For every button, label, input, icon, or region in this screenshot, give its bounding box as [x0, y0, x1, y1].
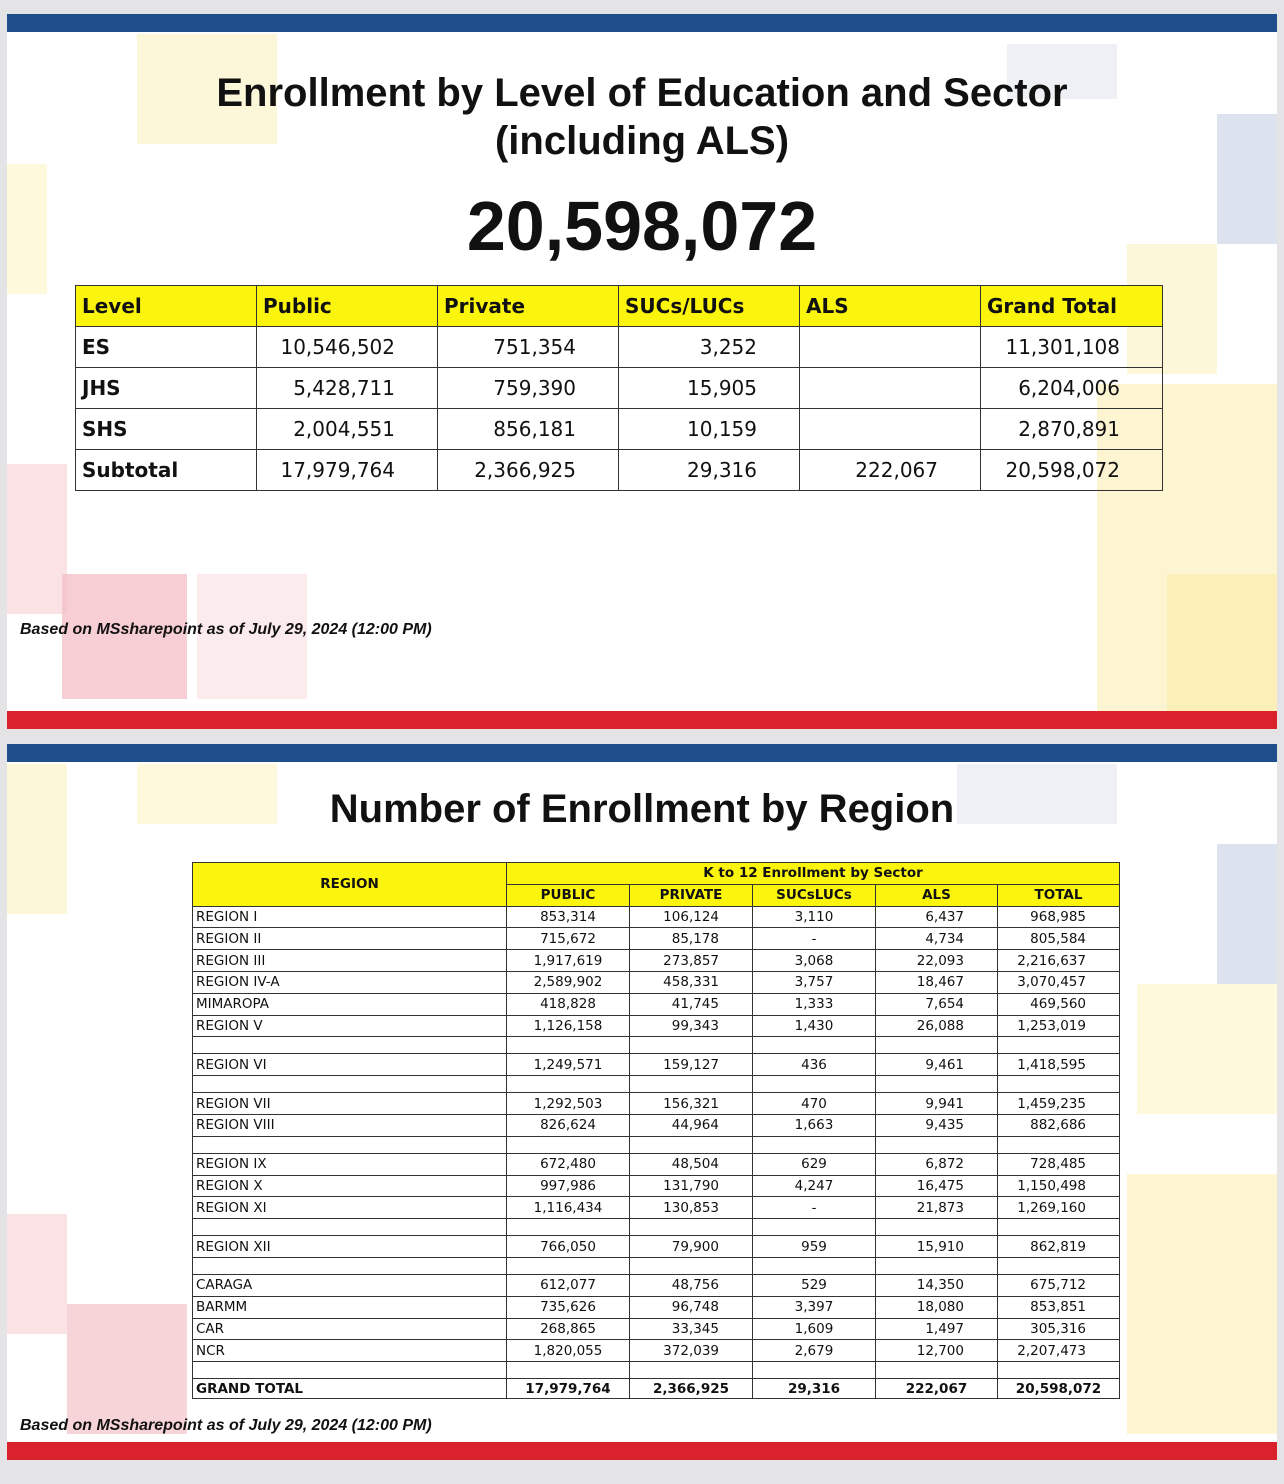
slide-title: Number of Enrollment by Region	[329, 787, 955, 831]
region-label: REGION IV-A	[193, 971, 507, 993]
cell-total: 675,712	[998, 1274, 1120, 1296]
region-label: NCR	[193, 1340, 507, 1362]
cell-total: 968,985	[998, 906, 1120, 928]
region-label: REGION VI	[193, 1054, 507, 1076]
header-cell: Level	[76, 286, 257, 327]
header-cell: TOTAL	[998, 884, 1120, 906]
cell-sucs-lucs: 10,159	[619, 409, 800, 450]
decor-square	[1127, 1174, 1277, 1434]
cell-public: 1,820,055	[507, 1340, 630, 1362]
table-row	[193, 906, 1120, 928]
table-row	[193, 1114, 1120, 1136]
region-label: REGION I	[193, 906, 507, 928]
spacer-cell	[876, 1037, 998, 1054]
cell-sucs-lucs: 29,316	[619, 450, 800, 491]
cell-private: 751,354	[438, 327, 619, 368]
region-label: REGION VII	[193, 1093, 507, 1115]
header-cell: Public	[257, 286, 438, 327]
header-cell: ALS	[876, 884, 998, 906]
cell-public: 735,626	[507, 1296, 630, 1318]
cell-total: 1,269,160	[998, 1197, 1120, 1219]
cell-sucs-lucs: 629	[753, 1153, 876, 1175]
cell-private: 159,127	[630, 1054, 753, 1076]
cell-grand-total: 11,301,108	[981, 327, 1163, 368]
cell-sucs-lucs: 3,397	[753, 1296, 876, 1318]
spacer-cell	[998, 1076, 1120, 1093]
table-row	[76, 327, 1163, 368]
spacer-row	[193, 1219, 1120, 1236]
region-label: BARMM	[193, 1296, 507, 1318]
table-row	[76, 409, 1163, 450]
region-label: MIMAROPA	[193, 993, 507, 1015]
cell-sucs-lucs: 3,252	[619, 327, 800, 368]
cell-private: 130,853	[630, 1197, 753, 1219]
header-cell: PUBLIC	[507, 884, 630, 906]
decor-square	[7, 464, 67, 614]
spacer-row	[193, 1136, 1120, 1153]
spacer-cell	[753, 1257, 876, 1274]
table-header-row	[76, 286, 1163, 327]
cell-sucs-lucs: 3,068	[753, 950, 876, 972]
spacer-cell	[193, 1076, 507, 1093]
cell-sucs-lucs: 3,757	[753, 971, 876, 993]
group-header: K to 12 Enrollment by Sector	[507, 863, 1120, 885]
cell-public: 2,589,902	[507, 971, 630, 993]
region-label: CAR	[193, 1318, 507, 1340]
cell-public: 1,116,434	[507, 1197, 630, 1219]
cell-total: 2,216,637	[998, 950, 1120, 972]
cell-total: 1,459,235	[998, 1093, 1120, 1115]
cell-total: 3,070,457	[998, 971, 1120, 993]
grand-total-row	[193, 1379, 1120, 1399]
cell-public: 10,546,502	[257, 327, 438, 368]
cell-public: 17,979,764	[257, 450, 438, 491]
cell-total: 882,686	[998, 1114, 1120, 1136]
level-sector-table	[75, 285, 1163, 491]
table-row	[193, 1274, 1120, 1296]
cell-public: 418,828	[507, 993, 630, 1015]
cell-private: 96,748	[630, 1296, 753, 1318]
cell-als: 18,080	[876, 1296, 998, 1318]
cell-total: 469,560	[998, 993, 1120, 1015]
cell-als: 16,475	[876, 1175, 998, 1197]
total-enrollment: 20,598,072	[466, 187, 818, 265]
cell-public: 672,480	[507, 1153, 630, 1175]
header-cell: Private	[438, 286, 619, 327]
cell-public: 1,917,619	[507, 950, 630, 972]
spacer-cell	[507, 1076, 630, 1093]
spacer-cell	[193, 1257, 507, 1274]
slide-title: Enrollment by Level of Education and Sector	[216, 71, 1068, 115]
cell-private: 44,964	[630, 1114, 753, 1136]
table-row	[193, 993, 1120, 1015]
header-cell: SUCsLUCs	[753, 884, 876, 906]
spacer-cell	[998, 1257, 1120, 1274]
spacer-cell	[998, 1037, 1120, 1054]
decor-square	[67, 1304, 187, 1434]
cell-als: 18,467	[876, 971, 998, 993]
cell-als: 6,437	[876, 906, 998, 928]
region-label: REGION XI	[193, 1197, 507, 1219]
spacer-cell	[876, 1136, 998, 1153]
cell-total: 805,584	[998, 928, 1120, 950]
cell-als: 4,734	[876, 928, 998, 950]
table-header-row	[193, 863, 1120, 885]
table-row	[193, 1318, 1120, 1340]
cell-als: 7,654	[876, 993, 998, 1015]
cell-grand-total: 2,870,891	[981, 409, 1163, 450]
decor-square	[1167, 574, 1277, 714]
cell-als: 9,941	[876, 1093, 998, 1115]
table-row	[193, 971, 1120, 993]
region-label: REGION III	[193, 950, 507, 972]
cell-public: 1,292,503	[507, 1093, 630, 1115]
cell-private: 856,181	[438, 409, 619, 450]
cell-total: 728,485	[998, 1153, 1120, 1175]
cell-total: 20,598,072	[998, 1379, 1120, 1399]
spacer-cell	[630, 1037, 753, 1054]
cell-public: 2,004,551	[257, 409, 438, 450]
cell-private: 131,790	[630, 1175, 753, 1197]
header-cell: ALS	[800, 286, 981, 327]
cell-public: 1,249,571	[507, 1054, 630, 1076]
cell-private: 33,345	[630, 1318, 753, 1340]
cell-als: 14,350	[876, 1274, 998, 1296]
header-cell: SUCs/LUCs	[619, 286, 800, 327]
source-note: Based on MSsharepoint as of July 29, 2024 (12:00 PM)	[20, 621, 432, 638]
cell-grand-total: 20,598,072	[981, 450, 1163, 491]
spacer-row	[193, 1037, 1120, 1054]
level-label: Subtotal	[76, 450, 257, 491]
spacer-cell	[193, 1362, 507, 1379]
cell-als: 9,435	[876, 1114, 998, 1136]
region-header: REGION	[193, 863, 507, 907]
cell-als: 6,872	[876, 1153, 998, 1175]
cell-public: 612,077	[507, 1274, 630, 1296]
cell-grand-total: 6,204,006	[981, 368, 1163, 409]
header-cell: Grand Total	[981, 286, 1163, 327]
spacer-cell	[507, 1362, 630, 1379]
decor-square	[7, 1214, 67, 1334]
spacer-cell	[193, 1136, 507, 1153]
level-label: JHS	[76, 368, 257, 409]
spacer-cell	[998, 1362, 1120, 1379]
table-row	[193, 1153, 1120, 1175]
table-row	[193, 1236, 1120, 1258]
cell-private: 2,366,925	[630, 1379, 753, 1399]
spacer-cell	[507, 1257, 630, 1274]
spacer-row	[193, 1076, 1120, 1093]
cell-als: 26,088	[876, 1015, 998, 1037]
cell-sucs-lucs: -	[753, 1197, 876, 1219]
cell-private: 156,321	[630, 1093, 753, 1115]
region-label: REGION IX	[193, 1153, 507, 1175]
table-row	[193, 1175, 1120, 1197]
cell-als: 22,093	[876, 950, 998, 972]
cell-private: 48,756	[630, 1274, 753, 1296]
top-color-band	[7, 744, 1277, 762]
cell-als	[800, 368, 981, 409]
decor-square	[1217, 844, 1277, 984]
region-label: CARAGA	[193, 1274, 507, 1296]
table-row	[193, 1197, 1120, 1219]
table-row	[193, 1054, 1120, 1076]
cell-total: 2,207,473	[998, 1340, 1120, 1362]
subtotal-row	[76, 450, 1163, 491]
table-row	[193, 1015, 1120, 1037]
decor-square	[1137, 984, 1277, 1114]
cell-als: 9,461	[876, 1054, 998, 1076]
grand-total-label: GRAND TOTAL	[193, 1379, 507, 1399]
slide-enrollment-by-region	[7, 744, 1277, 1460]
cell-public: 766,050	[507, 1236, 630, 1258]
spacer-cell	[193, 1037, 507, 1054]
cell-sucs-lucs: 959	[753, 1236, 876, 1258]
cell-als	[800, 409, 981, 450]
cell-als: 12,700	[876, 1340, 998, 1362]
cell-sucs-lucs: 1,430	[753, 1015, 876, 1037]
cell-public: 715,672	[507, 928, 630, 950]
spacer-cell	[753, 1362, 876, 1379]
spacer-cell	[507, 1136, 630, 1153]
cell-private: 85,178	[630, 928, 753, 950]
cell-sucs-lucs: 15,905	[619, 368, 800, 409]
cell-private: 99,343	[630, 1015, 753, 1037]
spacer-cell	[630, 1362, 753, 1379]
cell-private: 759,390	[438, 368, 619, 409]
spacer-cell	[876, 1362, 998, 1379]
table-row	[193, 950, 1120, 972]
cell-public: 1,126,158	[507, 1015, 630, 1037]
bottom-color-band	[7, 1442, 1277, 1460]
cell-sucs-lucs: 436	[753, 1054, 876, 1076]
cell-total: 853,851	[998, 1296, 1120, 1318]
level-label: ES	[76, 327, 257, 368]
slide-subtitle: (including ALS)	[494, 119, 790, 163]
region-table-body	[193, 906, 1120, 1379]
cell-sucs-lucs: 4,247	[753, 1175, 876, 1197]
region-label: REGION V	[193, 1015, 507, 1037]
region-label: REGION II	[193, 928, 507, 950]
region-enrollment-table	[192, 862, 1120, 1399]
cell-als	[800, 327, 981, 368]
region-label: REGION VIII	[193, 1114, 507, 1136]
cell-public: 826,624	[507, 1114, 630, 1136]
cell-als: 222,067	[876, 1379, 998, 1399]
cell-private: 458,331	[630, 971, 753, 993]
spacer-cell	[998, 1219, 1120, 1236]
spacer-cell	[753, 1037, 876, 1054]
spacer-cell	[630, 1076, 753, 1093]
slide-enrollment-by-level	[7, 14, 1277, 729]
spacer-cell	[753, 1219, 876, 1236]
cell-sucs-lucs: 1,333	[753, 993, 876, 1015]
spacer-cell	[998, 1136, 1120, 1153]
top-color-band	[7, 14, 1277, 32]
region-label: REGION XII	[193, 1236, 507, 1258]
level-label: SHS	[76, 409, 257, 450]
spacer-cell	[630, 1257, 753, 1274]
spacer-cell	[507, 1037, 630, 1054]
cell-sucs-lucs: 529	[753, 1274, 876, 1296]
spacer-cell	[876, 1257, 998, 1274]
header-cell: PRIVATE	[630, 884, 753, 906]
spacer-cell	[753, 1136, 876, 1153]
cell-sucs-lucs: 3,110	[753, 906, 876, 928]
bottom-color-band	[7, 711, 1277, 729]
cell-public: 997,986	[507, 1175, 630, 1197]
cell-sucs-lucs: 470	[753, 1093, 876, 1115]
table-row	[193, 1340, 1120, 1362]
spacer-cell	[630, 1136, 753, 1153]
cell-public: 268,865	[507, 1318, 630, 1340]
cell-private: 79,900	[630, 1236, 753, 1258]
cell-public: 5,428,711	[257, 368, 438, 409]
spacer-cell	[876, 1076, 998, 1093]
cell-sucs-lucs: 1,663	[753, 1114, 876, 1136]
spacer-row	[193, 1257, 1120, 1274]
cell-als: 1,497	[876, 1318, 998, 1340]
cell-sucs-lucs: 2,679	[753, 1340, 876, 1362]
cell-private: 372,039	[630, 1340, 753, 1362]
cell-total: 305,316	[998, 1318, 1120, 1340]
spacer-cell	[507, 1219, 630, 1236]
cell-total: 1,150,498	[998, 1175, 1120, 1197]
source-note: Based on MSsharepoint as of July 29, 2024 (12:00 PM)	[20, 1417, 432, 1434]
spacer-cell	[630, 1219, 753, 1236]
table-row	[193, 1093, 1120, 1115]
table-row	[193, 1296, 1120, 1318]
cell-als: 222,067	[800, 450, 981, 491]
cell-private: 2,366,925	[438, 450, 619, 491]
spacer-row	[193, 1362, 1120, 1379]
table-row	[76, 368, 1163, 409]
cell-sucs-lucs: 29,316	[753, 1379, 876, 1399]
spacer-cell	[193, 1219, 507, 1236]
region-label: REGION X	[193, 1175, 507, 1197]
cell-sucs-lucs: -	[753, 928, 876, 950]
table-row	[193, 928, 1120, 950]
cell-als: 21,873	[876, 1197, 998, 1219]
cell-als: 15,910	[876, 1236, 998, 1258]
cell-total: 862,819	[998, 1236, 1120, 1258]
cell-private: 273,857	[630, 950, 753, 972]
cell-public: 853,314	[507, 906, 630, 928]
cell-private: 106,124	[630, 906, 753, 928]
spacer-cell	[876, 1219, 998, 1236]
cell-private: 48,504	[630, 1153, 753, 1175]
cell-sucs-lucs: 1,609	[753, 1318, 876, 1340]
spacer-cell	[753, 1076, 876, 1093]
cell-total: 1,253,019	[998, 1015, 1120, 1037]
cell-private: 41,745	[630, 993, 753, 1015]
cell-public: 17,979,764	[507, 1379, 630, 1399]
cell-total: 1,418,595	[998, 1054, 1120, 1076]
